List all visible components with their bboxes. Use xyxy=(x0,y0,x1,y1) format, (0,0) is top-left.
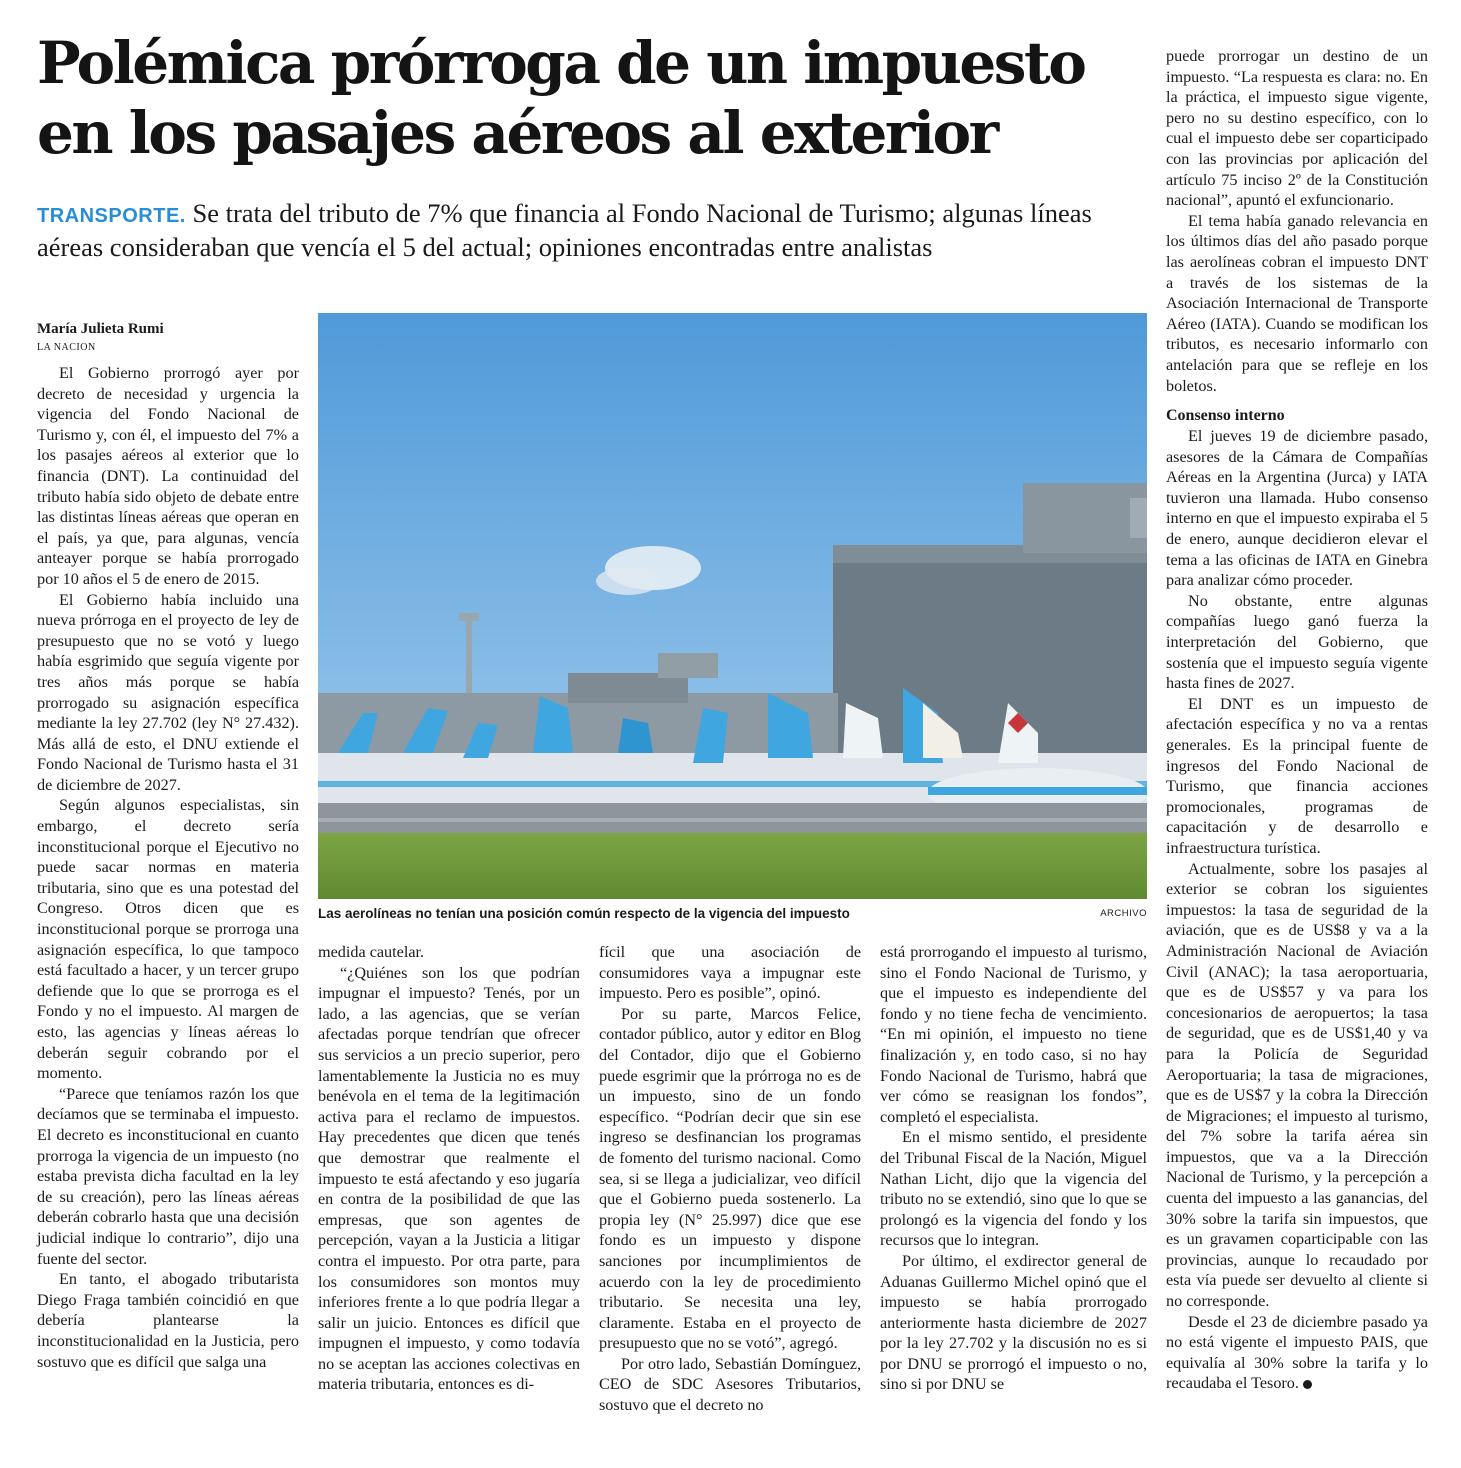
paragraph-continued: puede prorrogar un destino de un impuesto. “La respuesta es clara: no. En la práctica, el impuesto sigue vigente, pero no su destino específico, con lo cual el impuesto debe ser coparticipado con las provincias por aplicación del artículo 75 inciso 2º de la Constitución nacional”, apuntó el exfuncionario. xyxy=(1166,47,1428,210)
final-paragraph-text: Desde el 23 de diciembre pasado ya no está vigente el impuesto PAIS, que equivalía al 30% sobre la tarifa y lo recaudaba el Tesoro. xyxy=(1166,1312,1428,1393)
byline xyxy=(37,320,297,354)
paragraph: El Gobierno había incluido una nueva prórroga en el proyecto de ley de presupuesto que no se votó y luego había esgrimido que seguía vigente por tres años más porque se había prorrogado su asignación específica mediante la ley 27.702 (ley N° 27.432). Más allá de esto, el DNU extiende el Fondo Nacional de Turismo hasta el 31 de diciembre de 2027. xyxy=(37,590,299,794)
article-column-4 xyxy=(880,942,1147,1395)
paragraph-continued: fícil que una asociación de consumidores vaya a impugnar este impuesto. Pero es posible”, opinó. xyxy=(599,943,861,1003)
paragraph: “¿Quiénes son los que podrían impugnar el impuesto? Tenés, por un lado, a las agencias, que se verían afectadas porque tendrían que ofrecer sus servicios a un precio superior, pero lamentablemente la Justicia no es muy benévola en el tema de la legitimación activa para el reclamo de impuestos. Hay precedentes que dicen que tenés que demostrar que realmente el impuesto te está afectando y eso jugaría en contra de la posibilidad de que las empresas, que son agentes de percepción, vayan a la Justicia a litigar contra el impuesto. Por otra parte, para los consumidores son montos muy inferiores frente a lo que podría llegar a salir un juicio. Entonces es difícil que impugnen el impuesto, y como todavía no se aceptan las acciones colectivas en materia tributaria, entonces es di- xyxy=(318,963,580,1394)
paragraph: El tema había ganado relevancia en los últimos días del año pasado porque las aerolíneas cobran el impuesto DNT a través de los sistemas de la Asociación Internacional de Transporte Aéreo (IATA). Cuando se modifican los tributos, es necesario informarlo con antelación para que se refleje en los boletos. xyxy=(1166,211,1428,395)
article-column-5 xyxy=(1166,46,1428,1394)
paragraph: Por su parte, Marcos Felice, contador público, autor y editor en Blog del Contador, dijo que el Gobierno puede esgrimir que la prórroga no es de un impuesto, sino de un fondo específico. “Podrían decir que sin ese ingreso se desfinancian los programas de fomento del turismo nacional. Como sea, si se llega a judicializar, veo difícil que el Gobierno pueda sostenerlo. La propia ley (N° 25.997) dice que ese fondo es un impuesto y dispone sanciones por incumplimientos de acuerdo con la ley de procedimiento tributario. Se necesita una ley, claramente. Estaba en el proyecto de presupuesto que no se votó”, agregó. xyxy=(599,1004,861,1353)
photo-credit: ARCHIVO xyxy=(1100,908,1147,919)
paragraph: El Gobierno prorrogó ayer por decreto de necesidad y urgencia la vigencia del Fondo Nacional de Turismo y, con él, el impuesto del 7% a los pasajes aéreos al exterior que lo financia (DNT). La continuidad del tributo había sido objeto de debate entre las distintas líneas aéreas que operan en el país, ya que, para algunas, vencía anteayer porque se había prorrogado por 10 años el 5 de enero de 2015. xyxy=(37,364,299,588)
paragraph: Por último, el exdirector general de Aduanas Guillermo Michel opinó que el impuesto se había prorrogado anteriormente hasta diciembre de 2027 por la ley 27.702 y la discusión no es si por DNU se prorrogó el impuesto o no, sino si por DNU se xyxy=(880,1251,1147,1394)
paragraph: El jueves 19 de diciembre pasado, asesores de la Cámara de Compañías Aéreas en la Argentina (Jurca) y IATA tuvieron una llamada. Hubo consenso interno en que el impuesto expiraba el 5 de enero, aunque decidieron elevar el tema a las oficinas de IATA en Ginebra para analizar cómo proceder. xyxy=(1166,427,1428,590)
airport-photo-illustration xyxy=(318,313,1147,899)
paragraph: En el mismo sentido, el presidente del Tribunal Fiscal de la Nación, Miguel Nathan Licht, dijo que la vigencia del tributo no se extendió, sino que lo que se prolongó es la vigencia del fondo y los recursos que lo integran. xyxy=(880,1128,1147,1250)
photo-caption: Las aerolíneas no tenían una posición común respecto de la vigencia del impuesto xyxy=(318,906,850,921)
paragraph: En tanto, el abogado tributarista Diego Fraga también coincidió en que debería plantearse la inconstitucionalidad en la Justicia, pero sostuvo que es difícil que salga una xyxy=(37,1270,299,1371)
section-kicker: TRANSPORTE. xyxy=(37,205,186,227)
paragraph: Según algunos especialistas, sin embargo, el decreto sería inconstitucional porque el Ejecutivo no puede sacar normas en materia tributaria, sino que es una potestad del Congreso. Otros dicen que es inconstitucional porque se prorroga una asignación específica, lo que tampoco está facultado a hacer, y un tercer grupo defiende que lo que se prorroga es el Fondo y no el impuesto. Al margen de esto, las agencias y líneas aéreas lo deberán seguir cobrando por el momento. xyxy=(37,796,299,1083)
paragraph-continued: está prorrogando el impuesto al turismo, sino el Fondo Nacional de Turismo, y que el impuesto es independiente del fondo y no tiene fecha de vencimiento. “En mi opinión, el impuesto no tiene finalización y, en todo caso, si no hay Fondo Nacional de Turismo, habrá que ver cómo se reasignan los fondos”, completó el especialista. xyxy=(880,943,1147,1126)
paragraph: El DNT es un impuesto de afectación específica y no va a rentas generales. Es la principal fuente de ingresos del Fondo Nacional de Turismo, que financia acciones promocionales, programas de capacitación y de desarrollo e infraestructura turística. xyxy=(1166,694,1428,857)
article-photo xyxy=(318,313,1147,899)
article-column-1 xyxy=(37,363,299,1372)
end-of-article-mark xyxy=(1303,1380,1312,1389)
paragraph: “Parece que teníamos razón los que decíamos que se terminaba el impuesto. El decreto es inconstitucional en cuanto prorroga la vigencia de un impuesto (no estaba prevista dicha facultad en la ley de su creación), pero las líneas aéreas deberán cobrarlo hasta que una decisión judicial indique lo contrario”, dijo una fuente del sector. xyxy=(37,1084,299,1268)
byline-outlet: LA NACION xyxy=(37,342,96,353)
paragraph: Actualmente, sobre los pasajes al exterior se cobran los siguientes impuestos: la tasa de seguridad de la aviación, que es de US$8 y va a la Administración Nacional de Aviación Civil (ANAC); la tasa aeroportuaria, que es de US$57 y va para los concesionarios de aeropuertos; la tasa de seguridad, que es de US$1,40 y va para la Policía de Seguridad Aeroportuaria; la tasa de migraciones, que es de US$7 y la cobra la Dirección de Migraciones; el impuesto al turismo, del 7% sobre la tarifa aérea sin impuestos, que va a la Dirección Nacional de Turismo, y la percepción a cuenta del impuesto a las ganancias, del 30% sobre la tarifa sin impuestos, que es un gravamen coparticipable con las provincias, aunque lo recaudado por esta vía puede ser devuelto al cliente si no corresponde. xyxy=(1166,859,1428,1311)
article-column-2 xyxy=(318,942,580,1395)
article-column-3 xyxy=(599,942,861,1416)
paragraph: No obstante, entre algunas compañías luego ganó fuerza la interpretación del Gobierno, que sostenía que el impuesto seguía vigente hasta fines de 2027. xyxy=(1166,591,1428,693)
paragraph-final xyxy=(1166,1312,1428,1394)
paragraph-continued: medida cautelar. xyxy=(318,943,425,961)
subhead-text: Se trata del tributo de 7% que financia al Fondo Nacional de Turismo; algunas líneas aéreas consideraban que vencía el 5 del actual; opiniones encontradas entre analistas xyxy=(37,198,1092,262)
subhead xyxy=(37,198,1127,263)
section-subtitle: Consenso interno xyxy=(1166,407,1285,425)
byline-author: María Julieta Rumi xyxy=(37,321,164,337)
headline: Polémica prórroga de un impuesto en los pasajes aéreos al exterior xyxy=(37,29,1085,167)
paragraph: Por otro lado, Sebastián Domínguez, CEO de SDC Asesores Tributarios, sostuvo que el decreto no xyxy=(599,1354,861,1415)
